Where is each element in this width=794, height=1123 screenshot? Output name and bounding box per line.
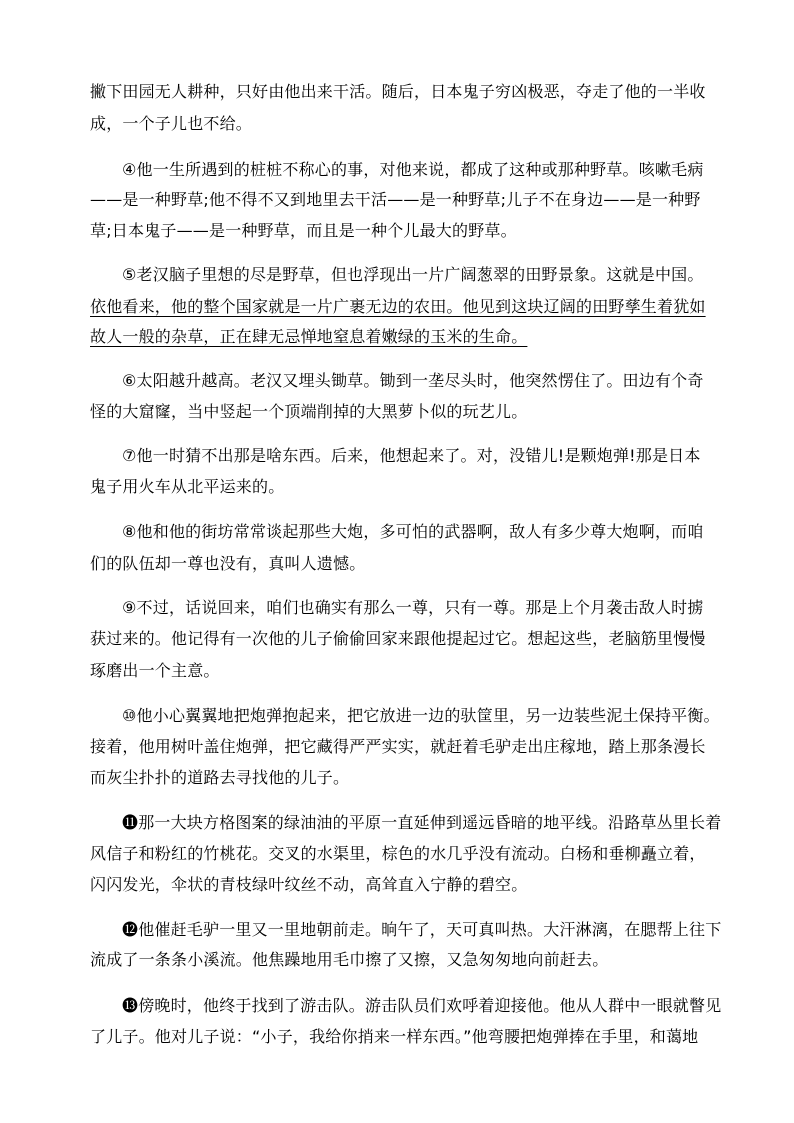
paragraph-10-line-2: 接着，他用树叶盖住炮弹，把它藏得严严实实，就赶着毛驴走出庄稼地，踏上那条漫长	[90, 737, 706, 756]
paragraph-13-line-2: 了儿子。他对儿子说：“小子，我给你捎来一样东西。”他弯腰把炮弹捧在手里，和蔼地	[90, 1027, 699, 1046]
paragraph-9-line-2: 获过来的。他记得有一次他的儿子偷偷回家来跟他提起过它。想起这些，老脑筋里慢慢	[90, 629, 706, 648]
paragraph-7-line-2: 鬼子用火车从北平运来的。	[90, 477, 285, 496]
paragraph-3-line-1: 撇下田园无人耕种，只好由他出来干活。随后，日本鬼子穷凶极恶，夺走了他的一半收	[90, 82, 706, 101]
paragraph-6-line-2: 怪的大窟窿，当中竖起一个顶端削掉的大黑萝卜似的玩艺儿。	[90, 402, 528, 421]
paragraph-12-line-2: 流成了一条条小溪流。他焦躁地用毛巾擦了又擦，又急匆匆地向前赶去。	[90, 950, 609, 969]
paragraph-12-line-1: ⓬他催赶毛驴一里又一里地朝前走。晌午了，天可真叫热。大汗淋漓，在腮帮上往下	[122, 920, 722, 939]
paragraph-6-line-1: ⑥太阳越升越高。老汉又埋头锄草。锄到一垄尽头时，他突然愣住了。田边有个奇	[122, 371, 704, 390]
paragraph-11-line-1: ⓫那一大块方格图案的绿油油的平原一直延伸到遥远昏暗的地平线。沿路草丛里长着	[122, 813, 722, 832]
paragraph-4-line-1: ④他一生所遇到的桩桩不称心的事，对他来说，都成了这种或那种野草。咳嗽毛病	[122, 160, 704, 179]
paragraph-5-line-3-underlined: 故人一般的杂草，正在肆无忌惮地窒息着嫩绿的玉米的生命。	[90, 327, 528, 346]
paragraph-10-line-1: ⑩他小心翼翼地把炮弹抱起来，把它放进一边的驮筐里，另一边装些泥土保持平衡。	[122, 706, 720, 725]
paragraph-4-line-2: ——是一种野草;他不得不又到地里去干活——是一种野草;儿子不在身边——是一种野	[90, 190, 701, 209]
paragraph-13-line-1: ⓭傍晚时，他终于找到了游击队。游击队员们欢呼着迎接他。他从人群中一眼就瞥见	[122, 996, 722, 1015]
paragraph-9-line-3: 琢磨出一个主意。	[90, 661, 220, 680]
paragraph-3-line-2: 成，一个子儿也不给。	[90, 114, 253, 133]
paragraph-11-line-3: 闪闪发光，伞状的青枝绿叶纹丝不动，高耸直入宁静的碧空。	[90, 875, 528, 894]
paragraph-8-line-1: ⑧他和他的街坊常常谈起那些大炮，多可怕的武器啊，敌人有多少尊大炮啊，而咱	[122, 522, 704, 541]
paragraph-7-line-1: ⑦他一时猜不出那是啥东西。后来，他想起来了。对，没错儿!是颗炮弹!那是日本	[122, 446, 701, 465]
paragraph-11-line-2: 风信子和粉红的竹桃花。交叉的水渠里，棕色的水几乎没有流动。白杨和垂柳矗立着，	[90, 844, 706, 863]
paragraph-10-line-3: 而灰尘扑扑的道路去寻找他的儿子。	[90, 768, 350, 787]
paragraph-8-line-2: 们的队伍却一尊也没有，真叫人遗憾。	[90, 554, 366, 573]
paragraph-5-line-2-underlined: 依他看来，他的整个国家就是一片广裹无边的农田。他见到这块辽阔的田野孳生着犹如	[90, 297, 706, 316]
paragraph-9-line-1: ⑨不过，话说回来，咱们也确实有那么一尊，只有一尊。那是上个月袭击敌人时掳	[122, 598, 704, 617]
paragraph-5-line-1: ⑤老汉脑子里想的尽是野草，但也浮现出一片广阔葱翠的田野景象。这就是中国。	[122, 265, 704, 284]
paragraph-4-line-3: 草;日本鬼子——是一种野草，而且是一种个儿最大的野草。	[90, 221, 517, 240]
